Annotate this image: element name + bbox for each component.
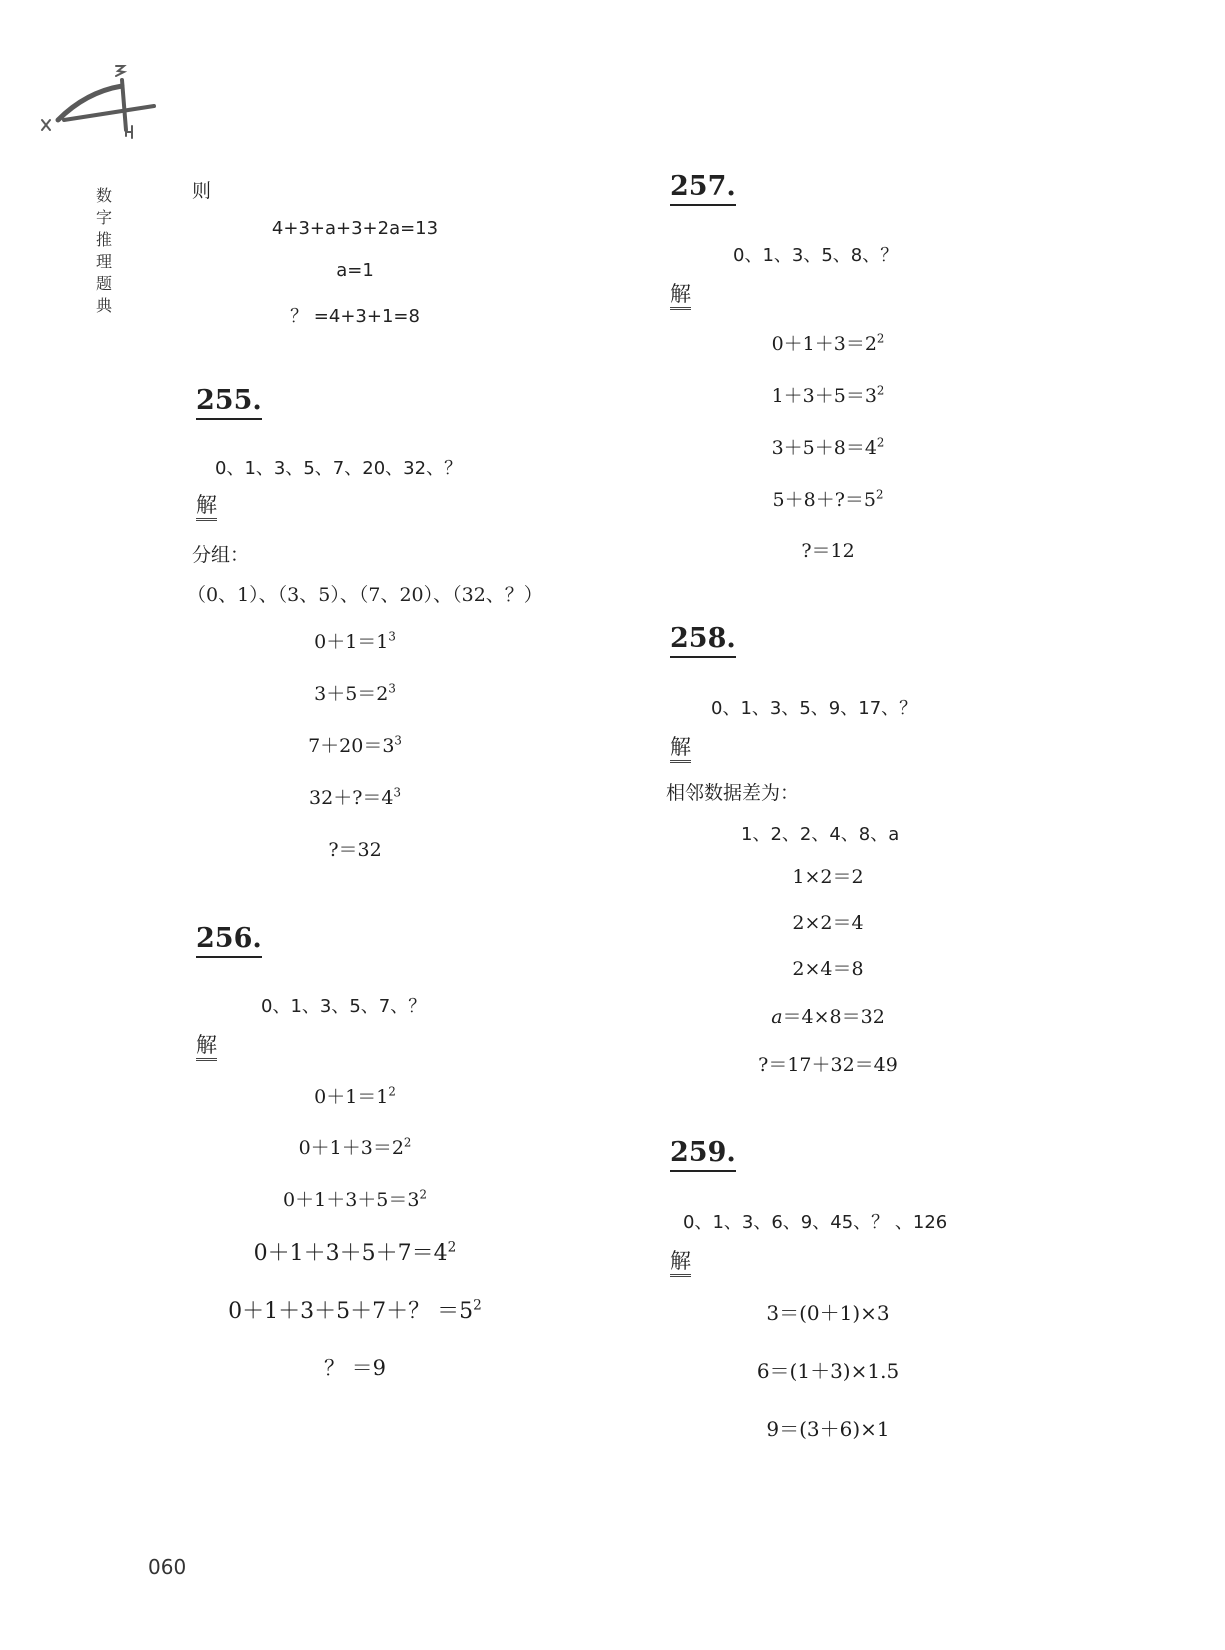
problem-sequence: 0、1、3、5、8、？ [733, 245, 899, 266]
equation: $1+3+5=3^2$ [771, 383, 885, 407]
problem-number: 259. [670, 1138, 736, 1172]
title-char: 数 [95, 186, 112, 205]
title-char: 题 [95, 274, 112, 293]
title-char: 字 [95, 208, 112, 227]
title-char: 理 [95, 252, 112, 271]
equation: 2×4＝8 [792, 958, 864, 980]
problem-sequence: 0、1、3、5、9、17、？ [711, 698, 918, 719]
equation: 2×2＝4 [792, 912, 864, 934]
continuation-label: 则 [192, 180, 212, 202]
problem-number: 255. [196, 386, 262, 420]
solution-label: 解 [196, 1034, 217, 1061]
problem-sequence: 0、1、3、5、7、20、32、？ [215, 458, 463, 479]
equation: $0+1+3=2^2$ [771, 331, 885, 355]
problem-number: 257. [670, 172, 736, 206]
answer: ?＝32 [328, 839, 382, 861]
problem-sequence: 0、1、3、6、9、45、？ 、126 [683, 1212, 948, 1233]
equation: 0＋1＋3＋5＋7＋？ $=5^2$ [228, 1297, 482, 1324]
solution-label: 解 [670, 1250, 691, 1277]
equation: $5+8+?=5^2$ [772, 487, 884, 511]
problem-number: 258. [670, 624, 736, 658]
equation: $3+5+8=4^2$ [771, 435, 885, 459]
solution-label: 解 [670, 736, 691, 763]
answer: ?＝17＋32＝49 [758, 1054, 898, 1076]
equation: $32+?=4^3$ [309, 785, 401, 809]
equation: 6＝(1＋3)×1.5 [756, 1359, 900, 1383]
equation: $0+1=1^3$ [314, 629, 396, 653]
equation: $3+5=2^3$ [314, 681, 396, 705]
problem-number: 256. [196, 924, 262, 958]
equation: $0+1=1^2$ [314, 1084, 396, 1108]
equation: 9＝(3＋6)×1 [766, 1417, 890, 1441]
title-char: 推 [95, 230, 112, 249]
diff-sequence: 1、2、2、4、8、a [741, 824, 900, 845]
equation: 3＝(0＋1)×3 [766, 1301, 890, 1325]
solution-label: 解 [670, 283, 691, 310]
equation: 1×2＝2 [792, 866, 864, 888]
equation: 4+3+a+3+2a=13 [271, 218, 439, 239]
solution-label: 解 [196, 494, 217, 521]
equation: $0+1+3+5=3^2$ [283, 1187, 427, 1211]
axes-logo-icon [36, 62, 166, 152]
page-number: 060 [148, 1555, 187, 1579]
equation: a＝4×8＝32 [771, 1006, 885, 1028]
group-label: 分组： [192, 544, 250, 566]
equation: ？ =4+3+1=8 [290, 306, 420, 327]
title-char: 典 [95, 296, 112, 315]
problem-sequence: 0、1、3、5、7、？ [261, 996, 427, 1017]
diff-label: 相邻数据差为： [666, 782, 800, 804]
equation: a=1 [336, 260, 374, 281]
answer: ?＝12 [801, 540, 855, 562]
book-title-vertical [92, 185, 116, 317]
equation: $0+1+3+5+7=4^2$ [253, 1239, 457, 1266]
equation: $0+1+3=2^2$ [298, 1135, 412, 1159]
equation: $7+20=3^3$ [308, 733, 402, 757]
answer: ？ ＝9 [323, 1356, 387, 1380]
groups-line: （0、1）、（3、5）、（7、20）、（32、？） [187, 584, 543, 606]
